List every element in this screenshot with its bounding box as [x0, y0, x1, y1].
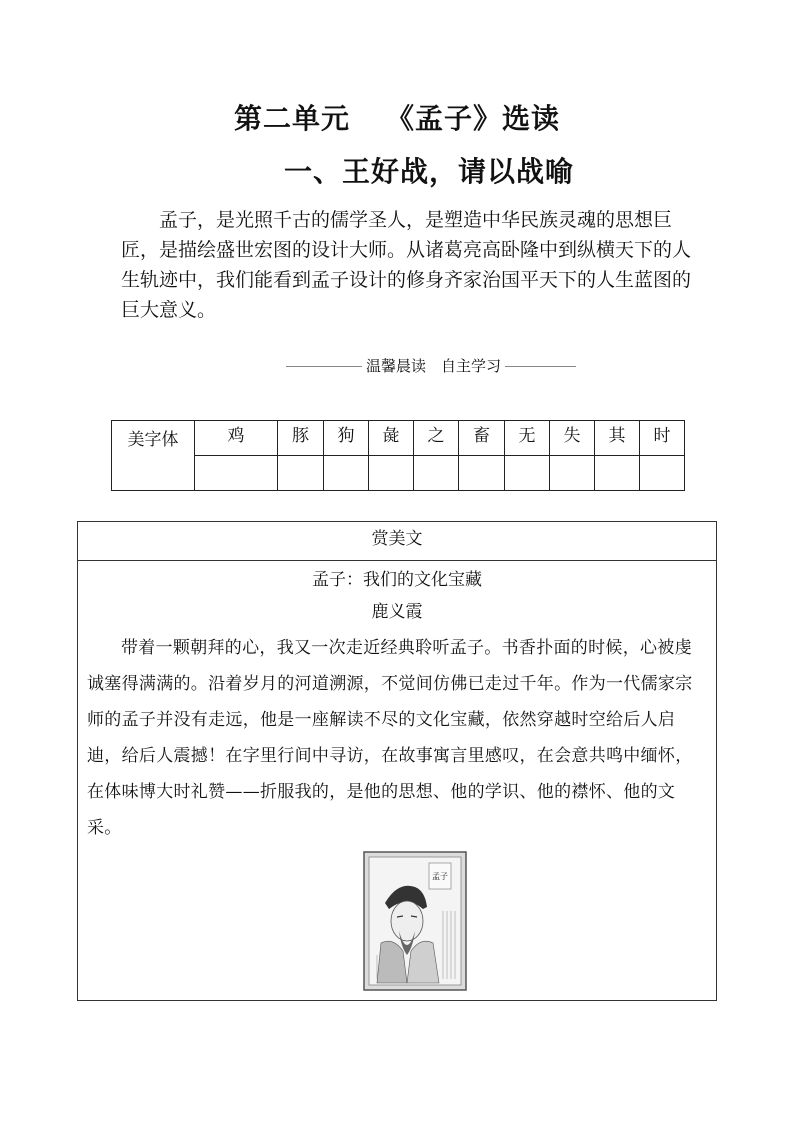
- writing-cell[interactable]: [195, 456, 278, 491]
- writing-cell[interactable]: [369, 456, 414, 491]
- portrait-caption: 孟子: [432, 872, 448, 881]
- intro-paragraph: 孟子，是光照千古的儒学圣人，是塑造中华民族灵魂的思想巨匠，是描绘盛世宏图的设计大师。从诸葛亮高卧隆中到纵横天下的人生轨迹中，我们能看到孟子设计的修身齐家治国平天下的人生蓝图的巨大意义。: [121, 209, 692, 321]
- unit-title-part1: 第二单元: [233, 102, 350, 135]
- char-cell: 狗: [324, 421, 369, 456]
- char-cell: 时: [640, 421, 685, 456]
- writing-cell[interactable]: [505, 456, 550, 491]
- table-header-cell: 美字体: [112, 421, 195, 491]
- article-author: 鹿义霞: [371, 602, 423, 622]
- unit-title: [0, 97, 794, 137]
- writing-cell[interactable]: [278, 456, 324, 491]
- writing-cell[interactable]: [414, 456, 459, 491]
- article-title: 孟子：我们的文化宝藏: [312, 570, 482, 590]
- character-practice-table: [111, 420, 685, 491]
- char-cell: 无: [505, 421, 550, 456]
- char-cell: 鸡: [195, 421, 278, 456]
- reading-box: [77, 521, 717, 1001]
- writing-cell[interactable]: [640, 456, 685, 491]
- char-cell: 豚: [278, 421, 324, 456]
- reading-box-title: 赏美文: [78, 522, 716, 561]
- char-cell: 之: [414, 421, 459, 456]
- writing-cell[interactable]: [550, 456, 595, 491]
- writing-cell[interactable]: [459, 456, 505, 491]
- section-divider: [286, 355, 576, 377]
- unit-title-part2: 《孟子》选读: [386, 102, 561, 135]
- mencius-portrait-image: [363, 851, 467, 991]
- char-cell: 其: [595, 421, 640, 456]
- article-body: 带着一颗朝拜的心，我又一次走近经典聆听孟子。书香扑面的时候，心被虔诚塞得满满的。沿着岁月的河道溯源，不觉间仿佛已走过千年。作为一代儒家宗师的孟子并没有走远，他是一座解读不尽的文化宝藏，依然穿越时空给后人启迪，给后人震撼！在字里行间中寻访，在故事寓言里感叹，在会意共鸣中缅怀，在体味博大时礼赞——折服我的，是他的思想、他的学识、他的襟怀、他的文采。: [87, 638, 693, 838]
- char-cell: 彘: [369, 421, 414, 456]
- char-cell: 失: [550, 421, 595, 456]
- writing-cell[interactable]: [595, 456, 640, 491]
- divider-line-right: [502, 366, 576, 367]
- lesson-title: 一、王好战，请以战喻: [283, 155, 574, 188]
- char-cell: 畜: [459, 421, 505, 456]
- writing-cell[interactable]: [324, 456, 369, 491]
- section-divider-label: 温馨晨读 自主学习: [362, 355, 505, 377]
- divider-line-left: [286, 366, 362, 367]
